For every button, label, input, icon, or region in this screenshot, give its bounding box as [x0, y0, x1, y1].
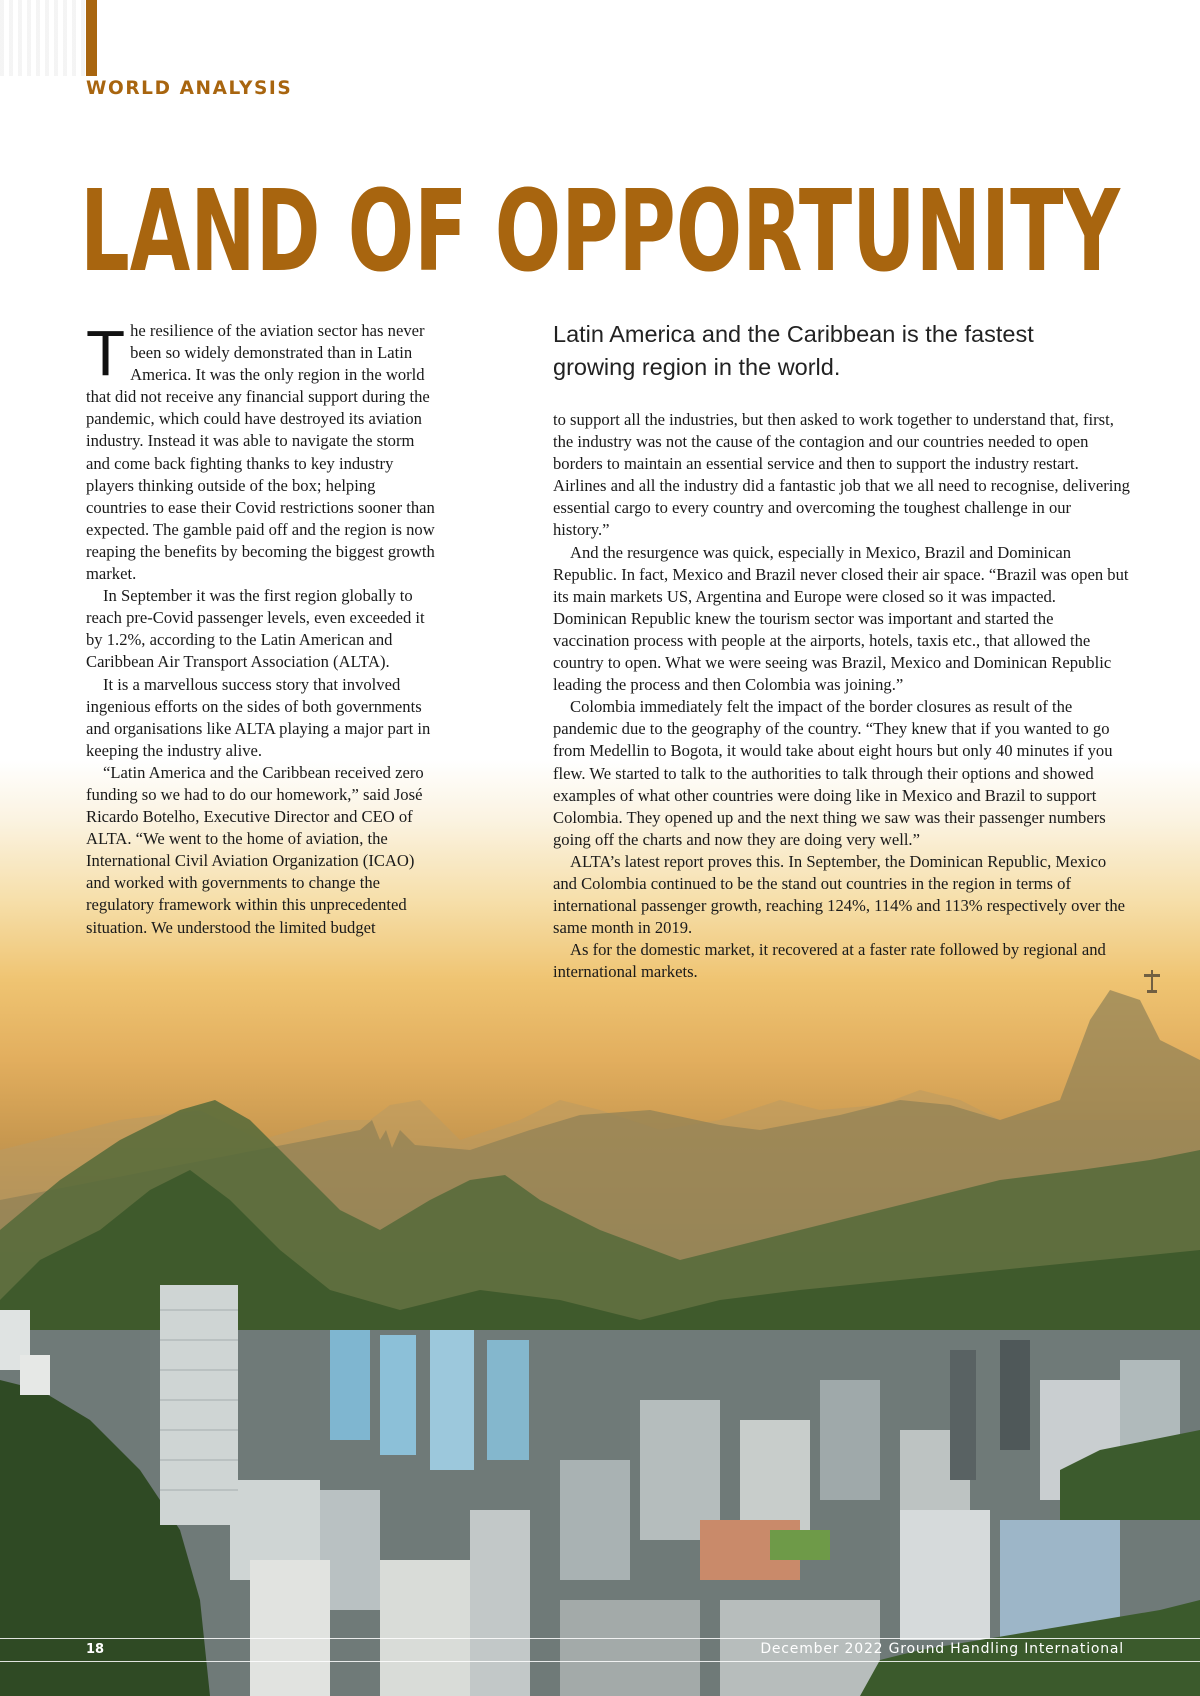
- article-column-left: [86, 317, 438, 939]
- footer-rule-top: [0, 1638, 1200, 1639]
- article-paragraph: It is a marvellous success story that involved ingenious efforts on the sides of both governments and organisations like ALTA playing a major part in keeping the industry alive.: [86, 674, 431, 760]
- accent-bar: [86, 0, 97, 76]
- article-paragraph: In September it was the first region globally to reach pre-Covid passenger levels, even exceeded it by 1.2%, according to the Latin American and Caribbean Air Transport Association (ALTA).: [86, 586, 425, 672]
- article-paragraph: [86, 317, 438, 585]
- page-number: 18: [86, 1642, 105, 1657]
- footer-rule-bottom: [0, 1661, 1200, 1662]
- section-label: WORLD ANALYSIS: [86, 78, 293, 99]
- article-paragraph: Colombia immediately felt the impact of the border closures as result of the pandemic due to the geography of the country. “They knew that if you wanted to go from Medellin to Bogota, it would take about eight hours but only 40 minutes if you flew. We started to talk to the authorities to talk through their options and showed examples of what other countries were doing like in Mexico and Brazil to support Colombia. They opened up and the next thing we saw was their passenger numbers going off the charts and now they are doing very well.”: [553, 697, 1113, 849]
- headline-text: LAND OF OPPORTUNITY: [80, 167, 1122, 297]
- headline: [80, 140, 1130, 300]
- article-paragraph: “Latin America and the Caribbean received zero funding so we had to do our homework,” said José Ricardo Botelho, Executive Director and CEO of ALTA. “We went to the home of aviation, the International Civil Aviation Organization (ICAO) and worked with governments to change the regulatory framework within this unprecedented situation. We understood the limited budget: [86, 762, 424, 937]
- article-paragraph: to support all the industries, but then asked to work together to understand that, first, the industry was not the cause of the contagion and our countries needed to open borders to maintain an essential service and then to support the industry restart. Airlines and all the industry did a fantastic job that we all need to recognise, delivering essential cargo to every country and overcoming the toughest challenge in our history.”: [553, 410, 1130, 540]
- article-paragraph: And the resurgence was quick, especially in Mexico, Brazil and Dominican Republic. In fact, Mexico and Brazil never closed their air space. “Brazil was open but its main markets US, Argentina and Europe were closed so it was impacted. Dominican Republic knew the tourism sector was important and started the vaccination process with people at the airports, hotels, taxis etc., that allowed the country to open. What we were seeing was Brazil, Mexico and Dominican Republic leading the process and then Colombia was joining.”: [553, 542, 1129, 695]
- drop-cap: T: [86, 317, 126, 389]
- publication-footer: December 2022 Ground Handling International: [760, 1641, 1124, 1657]
- standfirst: Latin America and the Caribbean is the fastest growing region in the world.: [553, 321, 1034, 380]
- paragraph-text: he resilience of the aviation sector has never been so widely demonstrated than in Latin America. It was the only region in the world that did not receive any financial support during the pandemic, which could have destroyed its aviation industry. Instead it was able to navigate the storm and come back fighting thanks to key industry players thinking outside of the box; helping countries to ease their Covid restrictions sooner than expected. The gamble paid off and the region is now reaping the benefits by becoming the biggest growth market.: [86, 321, 435, 584]
- decorative-stripes: [0, 0, 86, 76]
- article-paragraph: As for the domestic market, it recovered at a faster rate followed by regional and international markets.: [553, 940, 1106, 982]
- article-paragraph: ALTA’s latest report proves this. In September, the Dominican Republic, Mexico and Colombia continued to be the stand out countries in the region in terms of international passenger growth, reaching 124%, 114% and 113% respectively over the same month in 2019.: [553, 851, 1125, 938]
- article-column-right: [553, 409, 1131, 983]
